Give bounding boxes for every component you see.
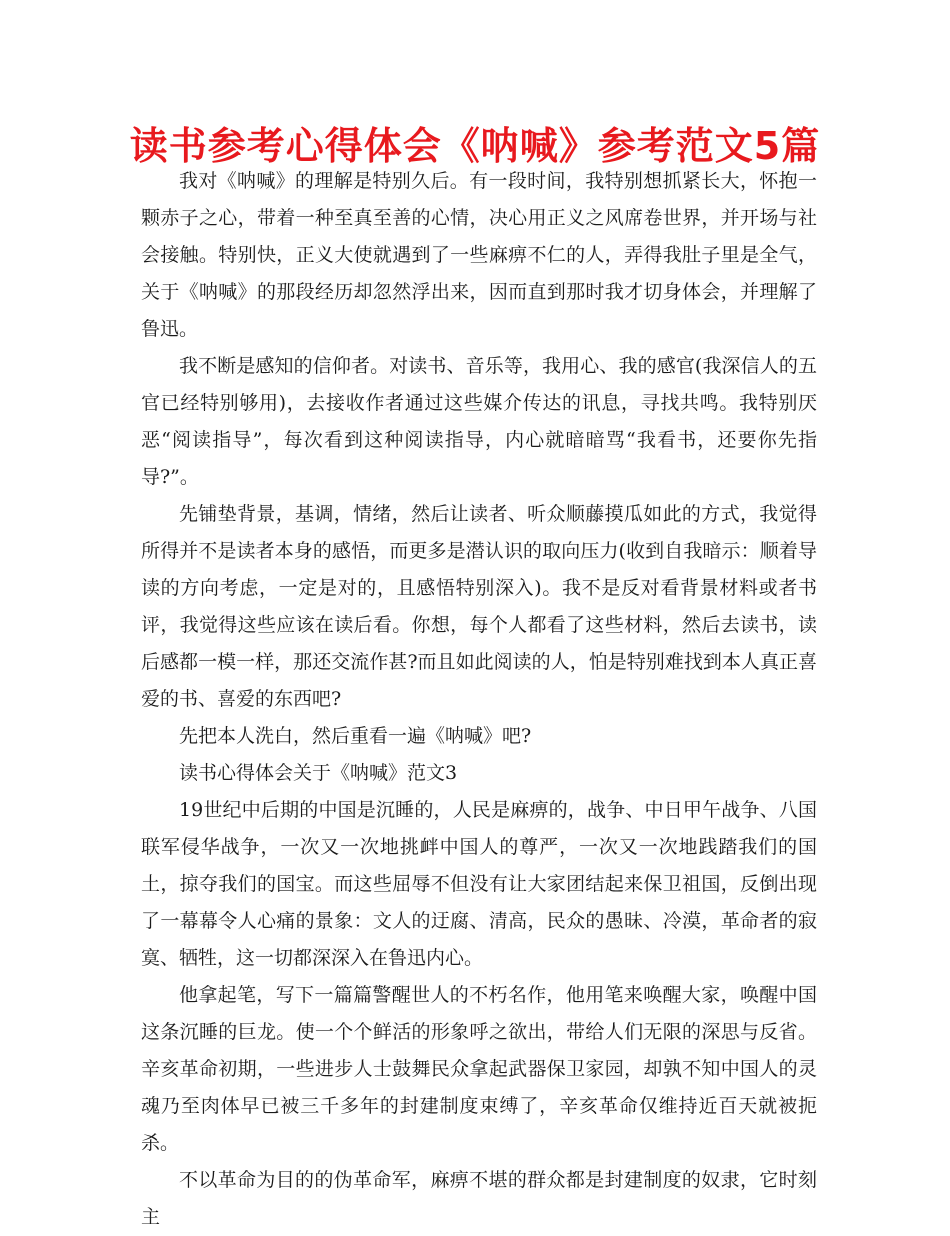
- paragraph-1: 我对《呐喊》的理解是特别久后。有一段时间，我特别想抓紧长大，怀抱一颗赤子之心，带着一种至真至善的心情，决心用正义之风席卷世界，并开场与社会接触。特别快，正义大使就遇到了一些麻痹不仁的人，弄得我肚子里是全气，关于《呐喊》的那段经历却忽然浮出来，因而直到那时我才切身体会，并理解了鲁迅。: [141, 170, 817, 340]
- section-heading: 读书心得体会关于《呐喊》范文3: [179, 762, 458, 784]
- paragraph-5: 19世纪中后期的中国是沉睡的，人民是麻痹的，战争、中日甲午战争、八国联军侵华战争，一次又一次地挑衅中国人的尊严，一次又一次地践踏我们的国土，掠夺我们的国宝。而这些屈辱不但没有让大家团结起来保卫祖国，反倒出现了一幕幕令人心痛的景象：文人的迂腐、清高，民众的愚昧、冷漠，革命者的寂寞、牺牲，这一切都深深入在鲁迅内心。: [141, 799, 817, 969]
- paragraph-3: 先铺垫背景，基调，情绪，然后让读者、听众顺藤摸瓜如此的方式，我觉得所得并不是读者本身的感悟，而更多是潜认识的取向压力(收到自我暗示：顺着导读的方向考虑，一定是对的，且感悟特别深入)。我不是反对看背景材料或者书评，我觉得这些应该在读后看。你想，每个人都看了这些材料，然后去读书，读后感都一模一样，那还交流作甚?而且如此阅读的人，怕是特别难找到本人真正喜爱的书、喜爱的东西吧?: [141, 503, 817, 710]
- paragraph-7: 不以革命为目的的伪革命军，麻痹不堪的群众都是封建制度的奴隶，它时刻主: [141, 1169, 817, 1228]
- document-body: [141, 163, 817, 1236]
- paragraph-2: 我不断是感知的信仰者。对读书、音乐等，我用心、我的感官(我深信人的五官已经特别够用)，去接收作者通过这些媒介传达的讯息，寻找共鸣。我特别厌恶“阅读指导”，每次看到这种阅读指导，内心就暗暗骂“我看书，还要你先指导?”。: [141, 355, 817, 488]
- paragraph-4: 先把本人洗白，然后重看一遍《呐喊》吧?: [179, 725, 532, 747]
- document-title: 读书参考心得体会《呐喊》参考范文5篇: [129, 124, 821, 168]
- paragraph-6: 他拿起笔，写下一篇篇警醒世人的不朽名作，他用笔来唤醒大家，唤醒中国这条沉睡的巨龙。使一个个鲜活的形象呼之欲出，带给人们无限的深思与反省。辛亥革命初期，一些进步人士鼓舞民众拿起武器保卫家园，却孰不知中国人的灵魂乃至肉体早已被三千多年的封建制度束缚了，辛亥革命仅维持近百天就被扼杀。: [141, 984, 817, 1154]
